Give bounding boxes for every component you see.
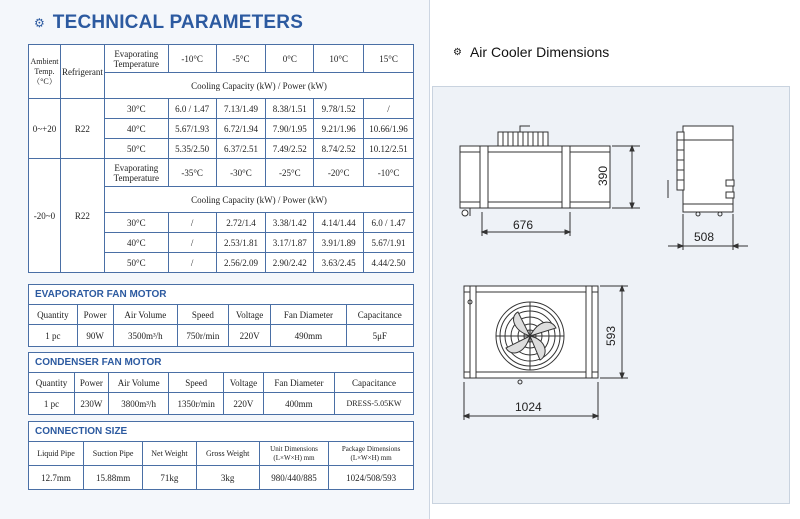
refrigerant-value: R22 bbox=[60, 99, 104, 159]
condensing-temp: 40°C bbox=[104, 233, 168, 253]
col-header: Liquid Pipe bbox=[29, 442, 84, 466]
evap-fan-section-title: EVAPORATOR FAN MOTOR bbox=[28, 284, 414, 304]
col-header: Quantity bbox=[29, 373, 75, 393]
value-cell: 980/440/885 bbox=[259, 466, 328, 490]
capacity-cell: 6.0 / 1.47 bbox=[364, 213, 414, 233]
evap-temp: -25°C bbox=[266, 159, 314, 187]
col-header: Speed bbox=[169, 373, 223, 393]
capacity-cell: 10.12/2.51 bbox=[364, 139, 414, 159]
value-cell: 400mm bbox=[263, 393, 334, 415]
evap-temp: -30°C bbox=[216, 159, 266, 187]
capacity-cell: 3.38/1.42 bbox=[266, 213, 314, 233]
top-width-label: 1024 bbox=[515, 400, 542, 414]
capacity-cell: 2.56/2.09 bbox=[216, 253, 266, 273]
value-cell: 220V bbox=[223, 393, 263, 415]
condensing-temp: 40°C bbox=[104, 119, 168, 139]
evap-temp-header: Evaporating Temperature bbox=[104, 159, 168, 187]
col-header: Air Volume bbox=[108, 373, 169, 393]
col-header: Air Volume bbox=[113, 305, 177, 325]
col-header: Power bbox=[77, 305, 113, 325]
col-header: Speed bbox=[177, 305, 228, 325]
capacity-cell: 7.90/1.95 bbox=[266, 119, 314, 139]
capacity-cell: 3.91/1.89 bbox=[314, 233, 364, 253]
gear-icon: ⚙ bbox=[453, 46, 462, 58]
evap-temp: -20°C bbox=[314, 159, 364, 187]
package-dimensions-header: Package Dimensions (L×W×H) mm bbox=[329, 442, 414, 466]
col-header: Power bbox=[74, 373, 108, 393]
col-header: Capacitance bbox=[334, 373, 413, 393]
capacity-cell: 3.17/1.87 bbox=[266, 233, 314, 253]
capacity-cell: / bbox=[168, 253, 216, 273]
value-cell: 3kg bbox=[196, 466, 259, 490]
value-cell: 750r/min bbox=[177, 325, 228, 347]
capacity-cell: 10.66/1.96 bbox=[364, 119, 414, 139]
refrigerant-header: Refrigerant bbox=[60, 45, 104, 99]
front-width-label: 676 bbox=[513, 218, 534, 232]
value-cell: 1 pc bbox=[29, 325, 78, 347]
col-header: Fan Diameter bbox=[271, 305, 346, 325]
col-header: Gross Weight bbox=[196, 442, 259, 466]
col-header: Voltage bbox=[228, 305, 270, 325]
capacity-cell: 5.35/2.50 bbox=[168, 139, 216, 159]
evap-temp: -5°C bbox=[216, 45, 266, 73]
value-cell: 230W bbox=[74, 393, 108, 415]
capacity-cell: / bbox=[168, 233, 216, 253]
connection-section-title: CONNECTION SIZE bbox=[28, 421, 414, 441]
evap-temp: 0°C bbox=[266, 45, 314, 73]
col-header: Voltage bbox=[223, 373, 263, 393]
front-view-drawing bbox=[460, 126, 640, 236]
capacity-header: Cooling Capacity (kW) / Power (kW) bbox=[104, 73, 413, 99]
ambient-range: 0~+20 bbox=[29, 99, 61, 159]
capacity-cell: 8.74/2.52 bbox=[314, 139, 364, 159]
capacity-cell: 6.37/2.51 bbox=[216, 139, 266, 159]
value-cell: 220V bbox=[228, 325, 270, 347]
value-cell: DRESS-5.05KW bbox=[334, 393, 413, 415]
col-header: Suction Pipe bbox=[83, 442, 142, 466]
side-depth-label: 508 bbox=[694, 230, 715, 244]
condensing-temp: 30°C bbox=[104, 213, 168, 233]
evap-temp: 15°C bbox=[364, 45, 414, 73]
capacity-cell: 2.72/1.4 bbox=[216, 213, 266, 233]
capacity-cell: 5.67/1.91 bbox=[364, 233, 414, 253]
evap-temp-header: Evaporating Temperature bbox=[104, 45, 168, 73]
value-cell: 12.7mm bbox=[29, 466, 84, 490]
capacity-cell: / bbox=[168, 213, 216, 233]
capacity-cell: 7.13/1.49 bbox=[216, 99, 266, 119]
value-cell: 90W bbox=[77, 325, 113, 347]
evap-temp: -10°C bbox=[364, 159, 414, 187]
capacity-cell: 9.21/1.96 bbox=[314, 119, 364, 139]
condensing-temp: 50°C bbox=[104, 253, 168, 273]
value-cell: 71kg bbox=[143, 466, 196, 490]
refrigerant-value: R22 bbox=[60, 159, 104, 273]
value-cell: 5μF bbox=[346, 325, 413, 347]
condensing-temp: 50°C bbox=[104, 139, 168, 159]
value-cell: 490mm bbox=[271, 325, 346, 347]
value-cell: 1 pc bbox=[29, 393, 75, 415]
evap-temp: 10°C bbox=[314, 45, 364, 73]
page-title: TECHNICAL PARAMETERS bbox=[52, 12, 304, 33]
capacity-cell: 7.49/2.52 bbox=[266, 139, 314, 159]
capacity-cell: 8.38/1.51 bbox=[266, 99, 314, 119]
capacity-cell: 4.14/1.44 bbox=[314, 213, 364, 233]
cond-fan-section-title: CONDENSER FAN MOTOR bbox=[28, 352, 414, 372]
front-height-label: 390 bbox=[596, 165, 610, 186]
capacity-cell: / bbox=[364, 99, 414, 119]
col-header: Capacitance bbox=[346, 305, 413, 325]
evap-temp: -35°C bbox=[168, 159, 216, 187]
evap-temp: -10°C bbox=[168, 45, 216, 73]
value-cell: 15.88mm bbox=[83, 466, 142, 490]
gear-icon: ⚙ bbox=[34, 16, 45, 30]
capacity-cell: 3.63/2.45 bbox=[314, 253, 364, 273]
capacity-cell: 4.44/2.50 bbox=[364, 253, 414, 273]
capacity-cell: 6.0 / 1.47 bbox=[168, 99, 216, 119]
capacity-cell: 5.67/1.93 bbox=[168, 119, 216, 139]
capacity-header: Cooling Capacity (kW) / Power (kW) bbox=[104, 187, 413, 213]
ambient-temp-header: Ambient Temp.（°C） bbox=[29, 45, 61, 99]
value-cell: 3500m³/h bbox=[113, 325, 177, 347]
top-height-label: 593 bbox=[604, 325, 618, 346]
col-header: Fan Diameter bbox=[263, 373, 334, 393]
value-cell: 1024/508/593 bbox=[329, 466, 414, 490]
top-view-drawing bbox=[464, 286, 628, 420]
ambient-range: -20~0 bbox=[29, 159, 61, 273]
condensing-temp: 30°C bbox=[104, 99, 168, 119]
capacity-cell: 2.53/1.81 bbox=[216, 233, 266, 253]
col-header: Net Weight bbox=[143, 442, 196, 466]
capacity-cell: 6.72/1.94 bbox=[216, 119, 266, 139]
dimensions-title: ⚙ Air Cooler Dimensions bbox=[453, 44, 610, 60]
value-cell: 1350r/min bbox=[169, 393, 223, 415]
capacity-cell: 9.78/1.52 bbox=[314, 99, 364, 119]
value-cell: 3800m³/h bbox=[108, 393, 169, 415]
col-header: Quantity bbox=[29, 305, 78, 325]
unit-dimensions-header: Unit Dimensions (L×W×H) mm bbox=[259, 442, 328, 466]
capacity-cell: 2.90/2.42 bbox=[266, 253, 314, 273]
